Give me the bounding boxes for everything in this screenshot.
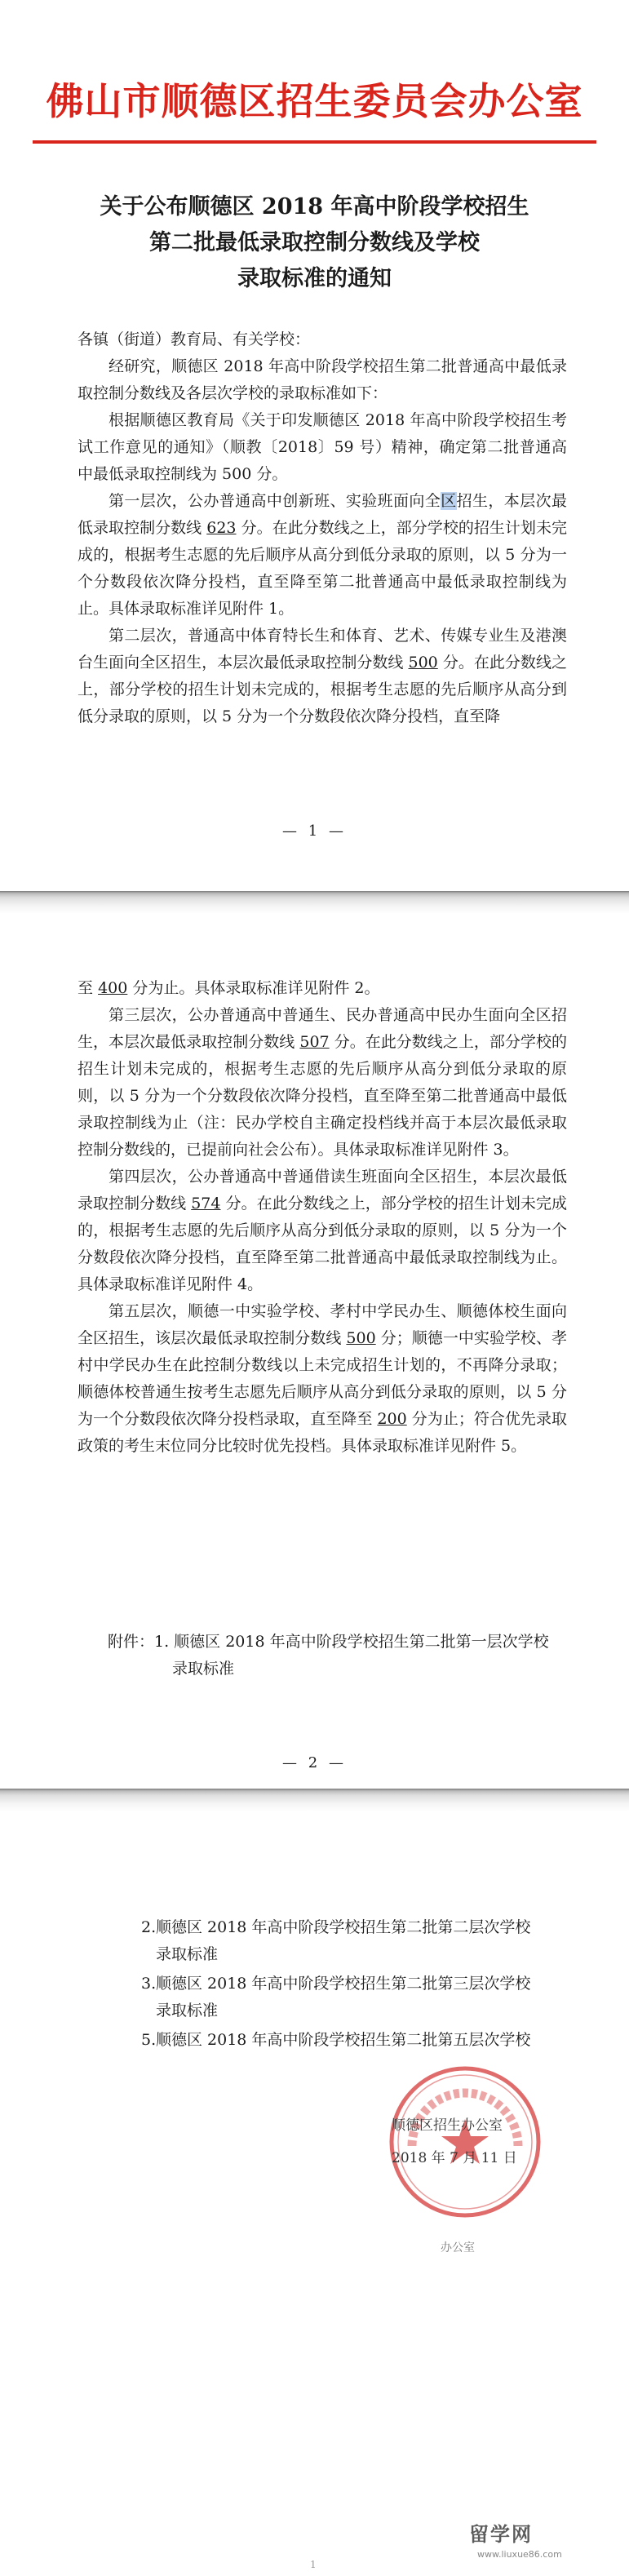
- attachment-2: [141, 1914, 574, 1968]
- document-page-1: [0, 0, 629, 891]
- attachment-2-title: 顺德区 2018 年高中阶段学校招生第二批第二层次学校: [156, 1918, 531, 1936]
- attachment-1-cont: 录取标准: [172, 1660, 235, 1678]
- attachment-2-number: 2.: [141, 1918, 157, 1936]
- paragraph-level-3: [78, 1002, 567, 1164]
- level-1-score: 623: [206, 519, 237, 537]
- level-3-score: 507: [299, 1033, 330, 1051]
- attachment-3-cont: 录取标准: [156, 2002, 219, 2020]
- page-number-3-partial: 1: [310, 2559, 317, 2570]
- paragraph-intro: 经研究，顺德区 2018 年高中阶段学校招生第二批普通高中最低录取控制分数线及各层次学校的录取标准如下：: [78, 357, 567, 402]
- signature-date: 2018 年 7 月 11 日: [392, 2150, 517, 2166]
- document-page-2: [0, 914, 629, 1789]
- paragraph-level-1: [78, 488, 567, 623]
- level-1-text-b: 招生，本层次最低录取控制分数线: [78, 492, 567, 537]
- paragraph-level-5: [78, 1298, 567, 1460]
- page-separator: [0, 1789, 629, 1813]
- signature-organization: 顺德区招生办公室: [392, 2117, 503, 2134]
- level-3-text-a: 第三层次，公办普通高中普通生、民办普通高中民办生面向全区招生，本层次最低录取控制分数线: [78, 1006, 567, 1051]
- selected-char-highlight: 区: [441, 492, 457, 510]
- level-1-text-a: 第一层次，公办普通高中创新班、实验班面向全: [109, 492, 441, 510]
- level-2-cont-b: 分为止。具体录取标准详见附件 2。: [132, 979, 380, 997]
- notice-title-line-1: 关于公布顺德区 2018 年高中阶段学校招生: [100, 194, 529, 219]
- level-3-text-b: 分。在此分数线之上，部分学校的招生计划未完成的，根据考生志愿的先后顺序从高分到低分录取的原则，以 5 分为一个分数段依次降分投档，直至降至第二批普通高中最低录取控制线为止（注：民办学校自主确定投档线并高于本层次最低录取控制分数线的，已提前向社会公布）。具体录取标准详见附件 3。: [78, 1033, 567, 1159]
- page-separator: [0, 891, 629, 914]
- watermark-logo: 留学网: [469, 2523, 533, 2546]
- notice-title-line-3: 录取标准的通知: [237, 266, 392, 291]
- attachment-1: 1. 顺德区 2018 年高中阶段学校招生第二批第一层次学校: [154, 1633, 549, 1651]
- watermark-url: www.liuxue86.com: [477, 2549, 562, 2560]
- page-number-1: — 1 —: [282, 822, 347, 840]
- level-2-cont-a: 至: [78, 979, 94, 997]
- level-5-text-b: 分；顺德一中实验学校、孝村中学民办生在此控制分数线以上未完成招生计划的，不再降分录取；顺德体校普通生按考生志愿先后顺序从高分到低分录取的原则，以 5 分为一个分数段依次降分投档录取，直至降至: [78, 1329, 567, 1428]
- attachments-block: [108, 1629, 562, 1683]
- letterhead-red-rule: [33, 140, 596, 144]
- paragraph-level-2: [78, 623, 567, 730]
- letterhead-title: 佛山市顺德区招生委员会办公室: [46, 79, 583, 123]
- page-2-body: [78, 975, 567, 1460]
- page-1-body: [78, 326, 567, 730]
- attachment-5-title: 顺德区 2018 年高中阶段学校招生第二批第五层次学校: [156, 2031, 531, 2049]
- level-5-text-a: 第五层次，顺德一中实验学校、孝村中学民办生、顺德体校生面向全区招生，该层次最低录取控制分数线: [78, 1302, 567, 1347]
- level-2-floor-score: 400: [98, 979, 128, 997]
- level-1-text-c: 分。在此分数线之上，部分学校的招生计划未完成的，根据考生志愿的先后顺序从高分到低分录取的原则，以 5 分为一个分数段依次降分投档，直至降至第二批普通高中最低录取控制线为止。具体录取标准详见附件 1。: [78, 519, 567, 618]
- official-seal: [383, 2060, 547, 2224]
- level-4-text-b: 分。在此分数线之上，部分学校的招生计划未完成的，根据考生志愿的先后顺序从高分到低分录取的原则，以 5 分为一个分数段依次降分投档，直至降至第二批普通高中最低录取控制线为止。具体录取标准详见附件 4。: [78, 1195, 567, 1293]
- attachments-label: 附件：: [108, 1633, 155, 1651]
- paragraph-level-2-continued: [78, 975, 567, 1002]
- level-2-text-b: 分。在此分数线之上，部分学校的招生计划未完成的，根据考生志愿的先后顺序从高分到低分录取的原则，以 5 分为一个分数段依次降分投档，直至降: [78, 654, 567, 725]
- page-number-2: — 2 —: [282, 1754, 347, 1771]
- attachment-5: [141, 2027, 574, 2054]
- level-5-floor-score: 200: [377, 1410, 407, 1428]
- salutation: 各镇（街道）教育局、有关学校：: [78, 330, 311, 348]
- attachment-3-number: 3.: [141, 1975, 157, 1993]
- notice-title-line-2: 第二批最低录取控制分数线及学校: [149, 230, 480, 255]
- attachment-5-number: 5.: [141, 2031, 157, 2049]
- attachment-3-title: 顺德区 2018 年高中阶段学校招生第二批第三层次学校: [156, 1975, 531, 1993]
- paragraph-control-line: 根据顺德区教育局《关于印发顺德区 2018 年高中阶段学校招生考试工作意见的通知》（顺教〔2018〕59 号）精神，确定第二批普通高中最低录取控制线为 500 分。: [78, 411, 567, 483]
- office-tag: 办公室: [441, 2241, 475, 2255]
- paragraph-level-4: [78, 1164, 567, 1298]
- notice-title: [0, 189, 629, 297]
- level-4-text-a: 第四层次，公办普通高中普通借读生班面向全区招生，本层次最低录取控制分数线: [78, 1168, 567, 1213]
- level-4-score: 574: [191, 1195, 221, 1213]
- level-2-score: 500: [408, 654, 438, 672]
- level-5-score: 500: [346, 1329, 376, 1347]
- level-5-text-c: 分为止；符合优先录取政策的考生末位同分比较时优先投档。具体录取标准详见附件 5。: [78, 1410, 567, 1455]
- attachment-3: [141, 1971, 574, 2024]
- level-2-text-a: 第二层次，普通高中体育特长生和体育、艺术、传媒专业生及港澳台生面向全区招生，本层次最低录取控制分数线: [78, 627, 567, 672]
- attachment-2-cont: 录取标准: [156, 1945, 219, 1963]
